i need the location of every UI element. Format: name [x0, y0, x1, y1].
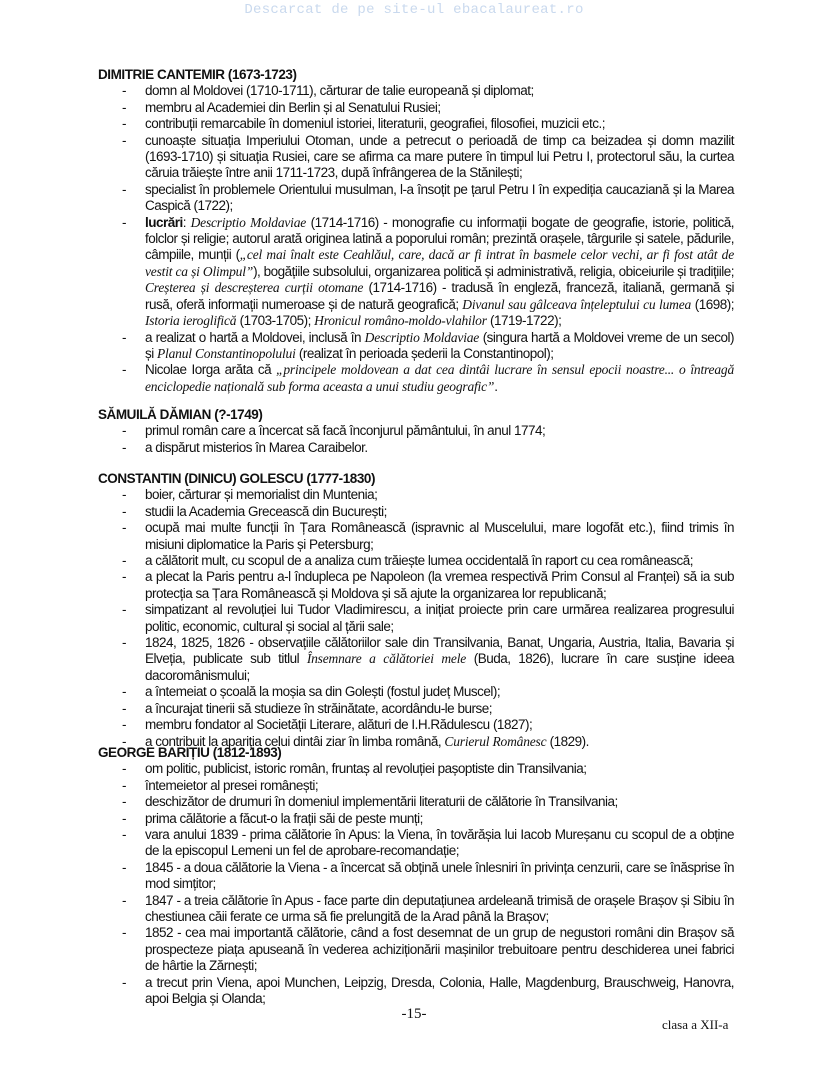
dash-bullet-icon: -	[122, 503, 126, 519]
item-text: (1703-1705);	[236, 313, 315, 329]
italic-text: „principele moldovean a dat cea dintâi lucrare în sensul epocii noastre... o întreagă enciclopedie națională sub forma aceasta a unui studiu geografic”	[145, 362, 734, 394]
dash-bullet-icon: -	[122, 974, 126, 990]
bullet-list	[98, 761, 734, 1007]
item-text: 1847 - a treia călătorie în Apus - face parte din deputațiunea ardeleană trimisă de orașele Brașov și Sibiu în chestiunea căii ferate ce urma să fie prelungită de la Arad până la Brașov;	[145, 892, 734, 925]
bullet-list	[98, 423, 734, 456]
item-text: domn al Moldovei (1710-1711), cărturar de talie europeană și diplomat;	[145, 83, 534, 99]
item-text: prima călătorie a făcut-o la frații săi de peste munți;	[145, 810, 423, 826]
dash-bullet-icon: -	[122, 99, 126, 115]
list-item	[98, 182, 734, 215]
bullet-list	[98, 83, 734, 395]
dash-bullet-icon: -	[122, 214, 126, 230]
item-text: 1824, 1825, 1826 - observațiile călătoriilor sale din Transilvania, Banat, Ungaria, Austria, Italia, Bavaria și Elveția, publicate sub titlul	[145, 635, 734, 667]
item-text: a contribuit la apariția celui dintâi ziar în limba română,	[145, 733, 445, 749]
dash-bullet-icon: -	[122, 181, 126, 197]
item-text: a încurajat tinerii să studieze în străinătate, acordându-le burse;	[145, 700, 492, 716]
item-text: ocupă mai multe funcții în Țara Românească (ispravnic al Muscelului, mare logofăt etc.), fiind trimis în misiuni diplomatice la Paris și Petersburg;	[145, 520, 734, 552]
dash-bullet-icon: -	[122, 810, 126, 826]
list-item	[98, 717, 734, 733]
list-item	[98, 100, 734, 116]
item-text: specialist în problemele Orientului musulman, l-a însoțit pe țarul Petru I în expediția caucaziană și la Marea Caspică (1722);	[145, 181, 734, 214]
item-text: primul român care a încercat să facă înconjurul pământului, în anul 1774;	[145, 423, 546, 439]
page-number: -15-	[401, 1006, 427, 1022]
italic-text: Divanul sau gâlceava înțeleptului cu lumea	[462, 296, 692, 312]
section-baritiu	[98, 745, 734, 1008]
item-text: a realizat o hartă a Moldovei, inclusă în	[145, 329, 365, 345]
section-heading: CONSTANTIN (DINICU) GOLESCU (1777-1830)	[98, 471, 375, 486]
item-text: vara anului 1839 - prima călătorie în Apus: la Viena, în tovărășia lui Iacob Mureșanu cu scopul de a obține de la episcopul Lemeni un fel de aprobare-recomandație;	[145, 827, 734, 859]
list-item	[98, 635, 734, 684]
section-golescu	[98, 471, 734, 750]
item-text: deschizător de drumuri în domeniul implementării literaturii de călătorie în Transilvania;	[145, 794, 618, 810]
bullet-list	[98, 487, 734, 750]
italic-text: Curierul Românesc	[444, 733, 547, 749]
section-cantemir	[98, 67, 734, 395]
dash-bullet-icon: -	[122, 733, 126, 749]
item-text: (1829).	[546, 733, 589, 749]
list-item	[98, 116, 734, 132]
item-text: a întemeiat o școală la moșia sa din Golești (fostul județ Muscel);	[145, 684, 501, 700]
list-item	[98, 423, 734, 439]
dash-bullet-icon: -	[122, 329, 126, 345]
dash-bullet-icon: -	[122, 859, 126, 875]
italic-text: Planul Constantinopolului	[157, 345, 296, 361]
list-item	[98, 701, 734, 717]
dash-bullet-icon: -	[122, 700, 126, 716]
list-item	[98, 778, 734, 794]
dash-bullet-icon: -	[122, 892, 126, 908]
italic-text: Descriptio Moldaviae	[190, 214, 307, 230]
item-text: boier, cărturar și memorialist din Muntenia;	[145, 487, 378, 503]
bold-text: lucrări	[145, 214, 183, 230]
item-text: simpatizant al revoluției lui Tudor Vladimirescu, a inițiat proiecte prin care urmărea realizarea progresului politic, economic, cultural și social al țării sale;	[145, 602, 734, 634]
list-item	[98, 569, 734, 602]
section-heading: GEORGE BARIȚIU (1812-1893)	[98, 745, 282, 760]
list-item	[98, 362, 734, 395]
item-text: (1714-1716) - tradusă în engleză, franceză, italiană, germană și rusă, oferă informații numeroase și de natură geografică;	[145, 280, 734, 312]
list-item	[98, 330, 734, 363]
dash-bullet-icon: -	[122, 794, 126, 810]
item-text: (realizat în perioada șederii la Constantinopol);	[295, 345, 554, 361]
item-text: contribuții remarcabile în domeniul istoriei, literaturii, geografiei, filosofiei, muzicii etc.;	[145, 116, 605, 132]
list-item	[98, 504, 734, 520]
item-text: membru fondator al Societății Literare, alături de I.H.Rădulescu (1827);	[145, 717, 533, 733]
item-text: (singura hartă a Moldovei vreme de un secol) și	[145, 329, 734, 361]
list-item	[98, 520, 734, 553]
item-text: cunoaște situația Imperiului Otoman, unde a petrecut o perioadă de timp ca beizadea și domn mazilit (1693-1710) și situația Rusiei, care se afirma ca mare putere în timpul lui Petru I, protectorul său, la curtea căruia trăiește între anii 1711-1723, după înfrângerea de la Stănilești;	[145, 132, 734, 181]
item-text: (Buda, 1826), lucrare în care susține ideea dacoromânismului;	[145, 651, 734, 683]
dash-bullet-icon: -	[122, 553, 126, 569]
list-item	[98, 83, 734, 99]
dash-bullet-icon: -	[122, 487, 126, 503]
list-item	[98, 761, 734, 777]
dash-bullet-icon: -	[122, 777, 126, 793]
item-text: om politic, publicist, istoric român, fruntaș al revoluției pașoptiste din Transilvania;	[145, 761, 587, 777]
list-item	[98, 794, 734, 810]
item-text: studii la Academia Grecească din București;	[145, 503, 387, 519]
class-label: clasa a XII-a	[662, 1017, 729, 1032]
list-item	[98, 925, 734, 974]
dash-bullet-icon: -	[122, 569, 126, 585]
item-text: întemeietor al presei românești;	[145, 777, 319, 793]
section-heading: DIMITRIE CANTEMIR (1673-1723)	[98, 67, 297, 82]
list-item	[98, 975, 734, 1008]
list-item	[98, 602, 734, 635]
dash-bullet-icon: -	[122, 362, 126, 378]
dash-bullet-icon: -	[122, 925, 126, 941]
item-text: 1852 - cea mai importantă călătorie, când a fost desemnat de un grup de negustori români din Brașov să prospecteze piața apuseană în vederea achiziționării mașinilor trebuitoare pentru deschiderea unei fabrici de hârtie la Zărnești;	[145, 925, 734, 974]
list-item	[98, 827, 734, 860]
item-text: a călătorit mult, cu scopul de a analiza cum trăiește lumea occidentală în raport cu cea românească;	[145, 553, 694, 569]
list-item	[98, 860, 734, 893]
dash-bullet-icon: -	[122, 761, 126, 777]
italic-text: Istoria ieroglifică	[145, 313, 237, 329]
item-text: a plecat la Paris pentru a-l îndupleca pe Napoleon (la vremea respectivă Prim Consul al Franței) să ia sub protecția sa Țara Românească și Moldova și să ajute la organizarea lor republicană;	[145, 569, 734, 601]
dash-bullet-icon: -	[122, 717, 126, 733]
item-text: .	[494, 378, 498, 394]
italic-text: Creșterea și descreșterea curții otomane	[145, 280, 364, 296]
dash-bullet-icon: -	[122, 602, 126, 618]
item-text: ), bogățiile subsolului, organizarea politică și administrativă, religia, obiceiurile și tradițiile;	[253, 263, 734, 279]
item-text: a trecut prin Viena, apoi Munchen, Leipzig, Dresda, Colonia, Halle, Magdenburg, Brauschweig, Hanovra, apoi Belgia și Olanda;	[145, 974, 734, 1007]
list-item	[98, 440, 734, 456]
list-item	[98, 893, 734, 926]
list-item	[98, 133, 734, 182]
dash-bullet-icon: -	[122, 83, 126, 99]
dash-bullet-icon: -	[122, 635, 126, 651]
italic-text: „cel mai înalt este Ceahlăul, care, dacă ar fi intrat în basmele celor vechi, ar fi fost atât de vestit ca și Olimpul”	[145, 247, 735, 279]
list-item	[98, 487, 734, 503]
section-heading: SĂMUILĂ DĂMIAN (?-1749)	[98, 407, 263, 422]
list-item	[98, 215, 734, 330]
dash-bullet-icon: -	[122, 684, 126, 700]
italic-text: Hronicul româno-moldo-vlahilor	[314, 313, 487, 329]
section-damian	[98, 407, 734, 456]
dash-bullet-icon: -	[122, 827, 126, 843]
watermark: Descarcat de pe site-ul ebacalaureat.ro	[244, 2, 584, 18]
dash-bullet-icon: -	[122, 116, 126, 132]
list-item	[98, 553, 734, 569]
item-text: membru al Academiei din Berlin și al Senatului Rusiei;	[145, 99, 441, 115]
item-text: (1698);	[691, 296, 734, 312]
dash-bullet-icon: -	[122, 132, 126, 148]
item-text: a dispărut misterios în Marea Caraibelor.	[145, 439, 368, 455]
dash-bullet-icon: -	[122, 423, 126, 439]
item-text: 1845 - a doua călătorie la Viena - a încercat să obțină unele înlesniri în privința cenzurii, care se înăsprise în mod simțitor;	[145, 859, 734, 892]
item-text: (1714-1716) - monografie cu informații bogate de geografie, istorie, politică, folclor și religie; autorul arată originea latină a poporului român; prezintă orașele, târgurile și satele, pădurile, câmpiile, munții (	[145, 214, 734, 263]
dash-bullet-icon: -	[122, 520, 126, 536]
item-text: Nicolae Iorga arăta că	[145, 362, 277, 378]
italic-text: Însemnare a călătoriei mele	[306, 651, 467, 667]
item-text: (1719-1722);	[486, 313, 562, 329]
list-item	[98, 811, 734, 827]
item-text: :	[182, 214, 191, 230]
list-item	[98, 684, 734, 700]
dash-bullet-icon: -	[122, 439, 126, 455]
italic-text: Descriptio Moldaviae	[364, 329, 480, 345]
